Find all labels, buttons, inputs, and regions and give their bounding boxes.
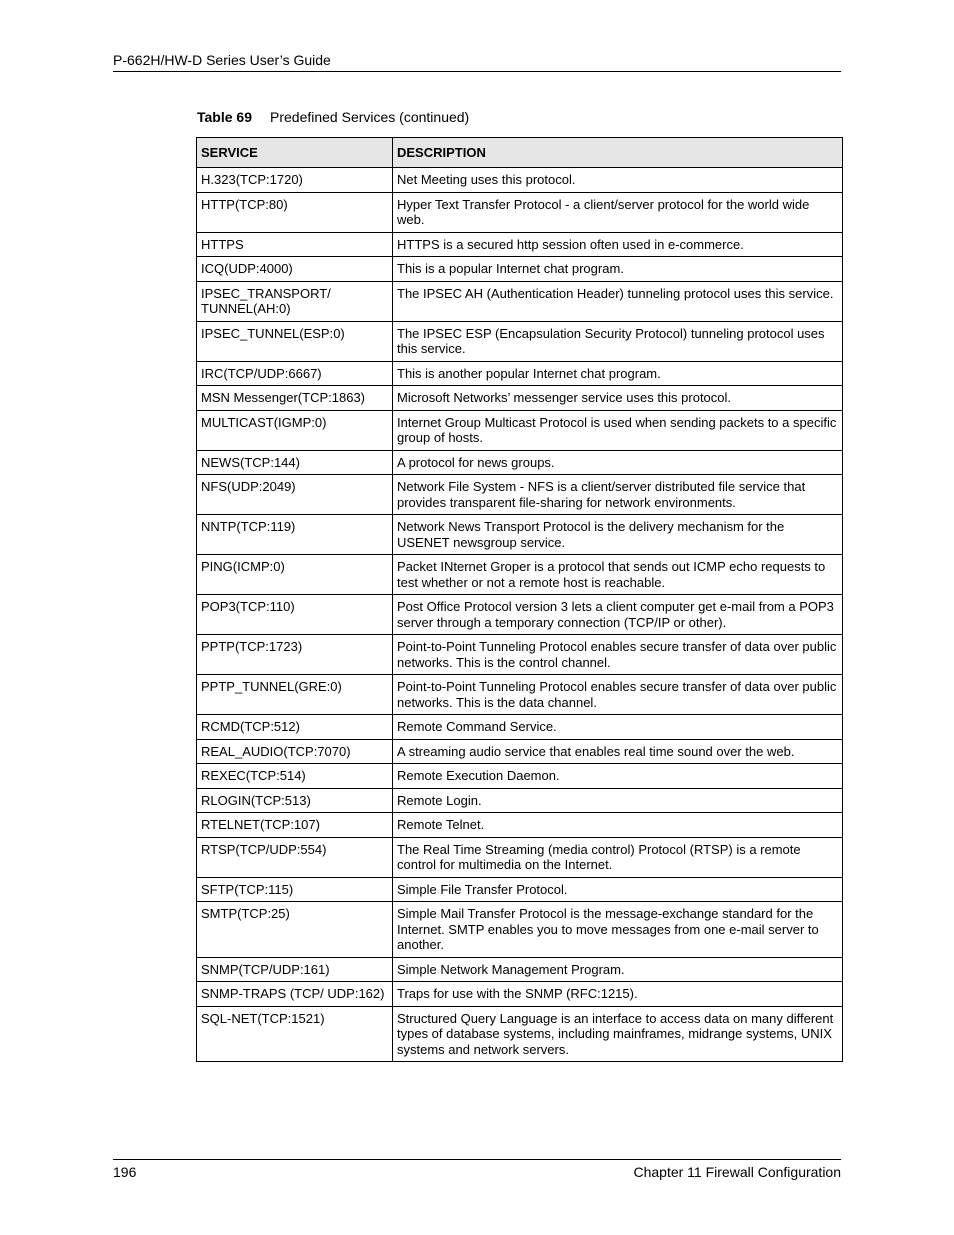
running-footer bbox=[113, 1159, 841, 1181]
table-row bbox=[197, 837, 843, 877]
table-row bbox=[197, 168, 843, 193]
table-row bbox=[197, 257, 843, 282]
service-cell: RTSP(TCP/UDP:554) bbox=[197, 837, 393, 877]
description-cell: The Real Time Streaming (media control) Protocol (RTSP) is a remote control for multimedia on the Internet. bbox=[393, 837, 843, 877]
service-cell: POP3(TCP:110) bbox=[197, 595, 393, 635]
description-cell: Simple Mail Transfer Protocol is the message-exchange standard for the Internet. SMTP enables you to move messages from one e-mail server to another. bbox=[393, 902, 843, 958]
description-cell: Remote Command Service. bbox=[393, 715, 843, 740]
description-cell: This is a popular Internet chat program. bbox=[393, 257, 843, 282]
description-cell: Internet Group Multicast Protocol is used when sending packets to a specific group of hosts. bbox=[393, 410, 843, 450]
service-cell: REAL_AUDIO(TCP:7070) bbox=[197, 739, 393, 764]
service-cell: PPTP(TCP:1723) bbox=[197, 635, 393, 675]
service-cell: NNTP(TCP:119) bbox=[197, 515, 393, 555]
service-cell: REXEC(TCP:514) bbox=[197, 764, 393, 789]
service-cell: HTTP(TCP:80) bbox=[197, 192, 393, 232]
service-cell: NEWS(TCP:144) bbox=[197, 450, 393, 475]
service-cell: PING(ICMP:0) bbox=[197, 555, 393, 595]
description-cell: The IPSEC AH (Authentication Header) tunneling protocol uses this service. bbox=[393, 281, 843, 321]
description-cell: Remote Execution Daemon. bbox=[393, 764, 843, 789]
service-cell: RTELNET(TCP:107) bbox=[197, 813, 393, 838]
table-row bbox=[197, 281, 843, 321]
description-cell: Traps for use with the SNMP (RFC:1215). bbox=[393, 982, 843, 1007]
table-row bbox=[197, 232, 843, 257]
table-row bbox=[197, 877, 843, 902]
description-cell: HTTPS is a secured http session often used in e-commerce. bbox=[393, 232, 843, 257]
running-header bbox=[113, 51, 841, 72]
description-cell: A protocol for news groups. bbox=[393, 450, 843, 475]
description-cell: Point-to-Point Tunneling Protocol enables secure transfer of data over public networks. This is the data channel. bbox=[393, 675, 843, 715]
service-cell: PPTP_TUNNEL(GRE:0) bbox=[197, 675, 393, 715]
service-cell: IPSEC_TRANSPORT/ TUNNEL(AH:0) bbox=[197, 281, 393, 321]
service-cell: RCMD(TCP:512) bbox=[197, 715, 393, 740]
service-cell: NFS(UDP:2049) bbox=[197, 475, 393, 515]
table-row bbox=[197, 982, 843, 1007]
table-row bbox=[197, 192, 843, 232]
description-cell: This is another popular Internet chat program. bbox=[393, 361, 843, 386]
page-number: 196 bbox=[113, 1164, 137, 1180]
table-row bbox=[197, 386, 843, 411]
service-cell: IRC(TCP/UDP:6667) bbox=[197, 361, 393, 386]
description-cell: Packet INternet Groper is a protocol that sends out ICMP echo requests to test whether or not a remote host is reachable. bbox=[393, 555, 843, 595]
service-cell: ICQ(UDP:4000) bbox=[197, 257, 393, 282]
service-cell: RLOGIN(TCP:513) bbox=[197, 788, 393, 813]
service-cell: SNMP(TCP/UDP:161) bbox=[197, 957, 393, 982]
description-cell: The IPSEC ESP (Encapsulation Security Protocol) tunneling protocol uses this service. bbox=[393, 321, 843, 361]
description-cell: Post Office Protocol version 3 lets a client computer get e-mail from a POP3 server through a temporary connection (TCP/IP or other). bbox=[393, 595, 843, 635]
description-cell: Simple Network Management Program. bbox=[393, 957, 843, 982]
table-caption bbox=[197, 108, 469, 126]
table-row bbox=[197, 739, 843, 764]
description-cell: Remote Telnet. bbox=[393, 813, 843, 838]
service-cell: SMTP(TCP:25) bbox=[197, 902, 393, 958]
table-row bbox=[197, 555, 843, 595]
description-cell: Structured Query Language is an interface to access data on many different types of database systems, including mainframes, midrange systems, UNIX systems and network servers. bbox=[393, 1006, 843, 1062]
table-row bbox=[197, 515, 843, 555]
table-body bbox=[197, 168, 843, 1062]
service-cell: MULTICAST(IGMP:0) bbox=[197, 410, 393, 450]
service-cell: MSN Messenger(TCP:1863) bbox=[197, 386, 393, 411]
table-row bbox=[197, 902, 843, 958]
table-title: Predefined Services (continued) bbox=[270, 109, 470, 125]
column-header-service: SERVICE bbox=[197, 138, 393, 168]
description-cell: Network News Transport Protocol is the delivery mechanism for the USENET newsgroup service. bbox=[393, 515, 843, 555]
table-header-row bbox=[197, 138, 843, 168]
predefined-services-table bbox=[196, 137, 843, 1062]
table-row bbox=[197, 635, 843, 675]
description-cell: Network File System - NFS is a client/server distributed file service that provides transparent file-sharing for network environments. bbox=[393, 475, 843, 515]
chapter-title: Chapter 11 Firewall Configuration bbox=[633, 1164, 841, 1180]
service-cell: SQL-NET(TCP:1521) bbox=[197, 1006, 393, 1062]
description-cell: Net Meeting uses this protocol. bbox=[393, 168, 843, 193]
description-cell: Hyper Text Transfer Protocol - a client/server protocol for the world wide web. bbox=[393, 192, 843, 232]
description-cell: Remote Login. bbox=[393, 788, 843, 813]
table-row bbox=[197, 957, 843, 982]
description-cell: Simple File Transfer Protocol. bbox=[393, 877, 843, 902]
description-cell: A streaming audio service that enables real time sound over the web. bbox=[393, 739, 843, 764]
description-cell: Microsoft Networks’ messenger service uses this protocol. bbox=[393, 386, 843, 411]
table-row bbox=[197, 475, 843, 515]
service-cell: SFTP(TCP:115) bbox=[197, 877, 393, 902]
service-cell: IPSEC_TUNNEL(ESP:0) bbox=[197, 321, 393, 361]
table-row bbox=[197, 715, 843, 740]
table-row bbox=[197, 595, 843, 635]
table-number: Table 69 bbox=[197, 109, 252, 125]
table-row bbox=[197, 788, 843, 813]
service-cell: SNMP-TRAPS (TCP/ UDP:162) bbox=[197, 982, 393, 1007]
column-header-description: DESCRIPTION bbox=[393, 138, 843, 168]
table-row bbox=[197, 410, 843, 450]
table-row bbox=[197, 813, 843, 838]
table-row bbox=[197, 675, 843, 715]
table-row bbox=[197, 1006, 843, 1062]
service-cell: HTTPS bbox=[197, 232, 393, 257]
table-row bbox=[197, 321, 843, 361]
service-cell: H.323(TCP:1720) bbox=[197, 168, 393, 193]
description-cell: Point-to-Point Tunneling Protocol enables secure transfer of data over public networks. This is the control channel. bbox=[393, 635, 843, 675]
table-row bbox=[197, 450, 843, 475]
table-row bbox=[197, 361, 843, 386]
guide-title: P-662H/HW-D Series User’s Guide bbox=[113, 52, 331, 68]
table-row bbox=[197, 764, 843, 789]
